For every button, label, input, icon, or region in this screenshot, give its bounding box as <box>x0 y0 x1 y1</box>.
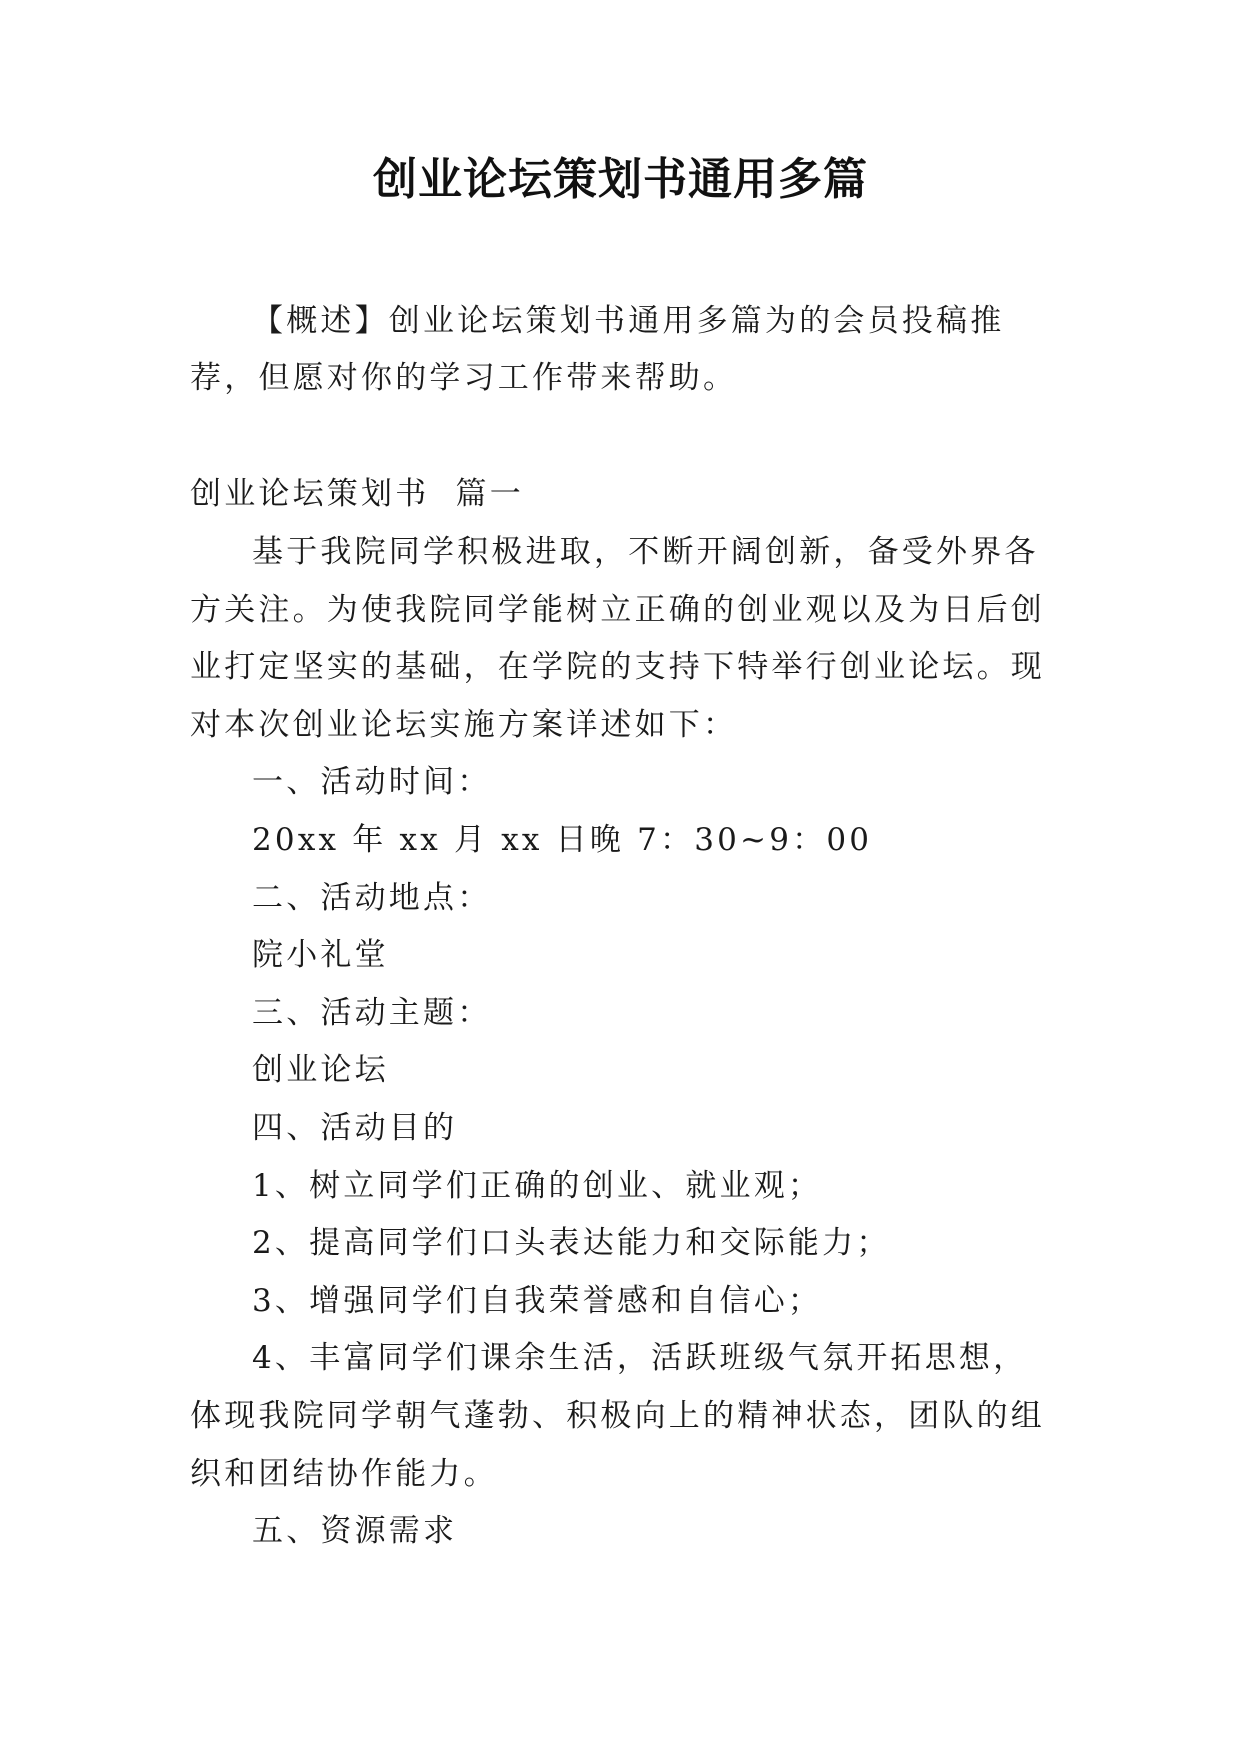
section-heading: 创业论坛策划书 篇一 <box>190 476 524 512</box>
heading-resource-needs: 五、资源需求 <box>252 1513 458 1550</box>
activity-location-value: 院小礼堂 <box>252 937 389 974</box>
heading-activity-location: 二、活动地点： <box>252 879 492 916</box>
main-content <box>190 524 1052 1561</box>
activity-time-value: 20xx 年 xx 月 xx 日晚 7：30~9：00 <box>252 821 873 858</box>
purpose-item-1: 1、树立同学们正确的创业、就业观； <box>252 1167 823 1204</box>
heading-activity-theme: 三、活动主题： <box>252 994 492 1031</box>
purpose-item-2: 2、提高同学们口头表达能力和交际能力； <box>252 1225 891 1262</box>
activity-theme-value: 创业论坛 <box>252 1052 389 1089</box>
summary-paragraph: 【概述】创业论坛策划书通用多篇为的会员投稿推荐，但愿对你的学习工作带来帮助。 <box>190 303 1005 396</box>
heading-activity-time: 一、活动时间： <box>252 764 492 801</box>
heading-activity-purpose: 四、活动目的 <box>252 1109 458 1146</box>
section-heading-block <box>190 466 1052 523</box>
document-title: 创业论坛策划书通用多篇 <box>373 154 868 205</box>
body-paragraph-intro: 基于我院同学积极进取，不断开阔创新，备受外界各方关注。为使我院同学能树立正确的创业观以及为日后创业打定坚实的基础，在学院的支持下特举行创业论坛。现对本次创业论坛实施方案详述如下： <box>190 534 1045 743</box>
purpose-item-4: 4、丰富同学们课余生活，活跃班级气氛开拓思想，体现我院同学朝气蓬勃、积极向上的精神状态，团队的组织和团结协作能力。 <box>190 1340 1045 1492</box>
summary-block <box>190 293 1052 407</box>
purpose-item-3: 3、增强同学们自我荣誉感和自信心； <box>252 1282 823 1319</box>
